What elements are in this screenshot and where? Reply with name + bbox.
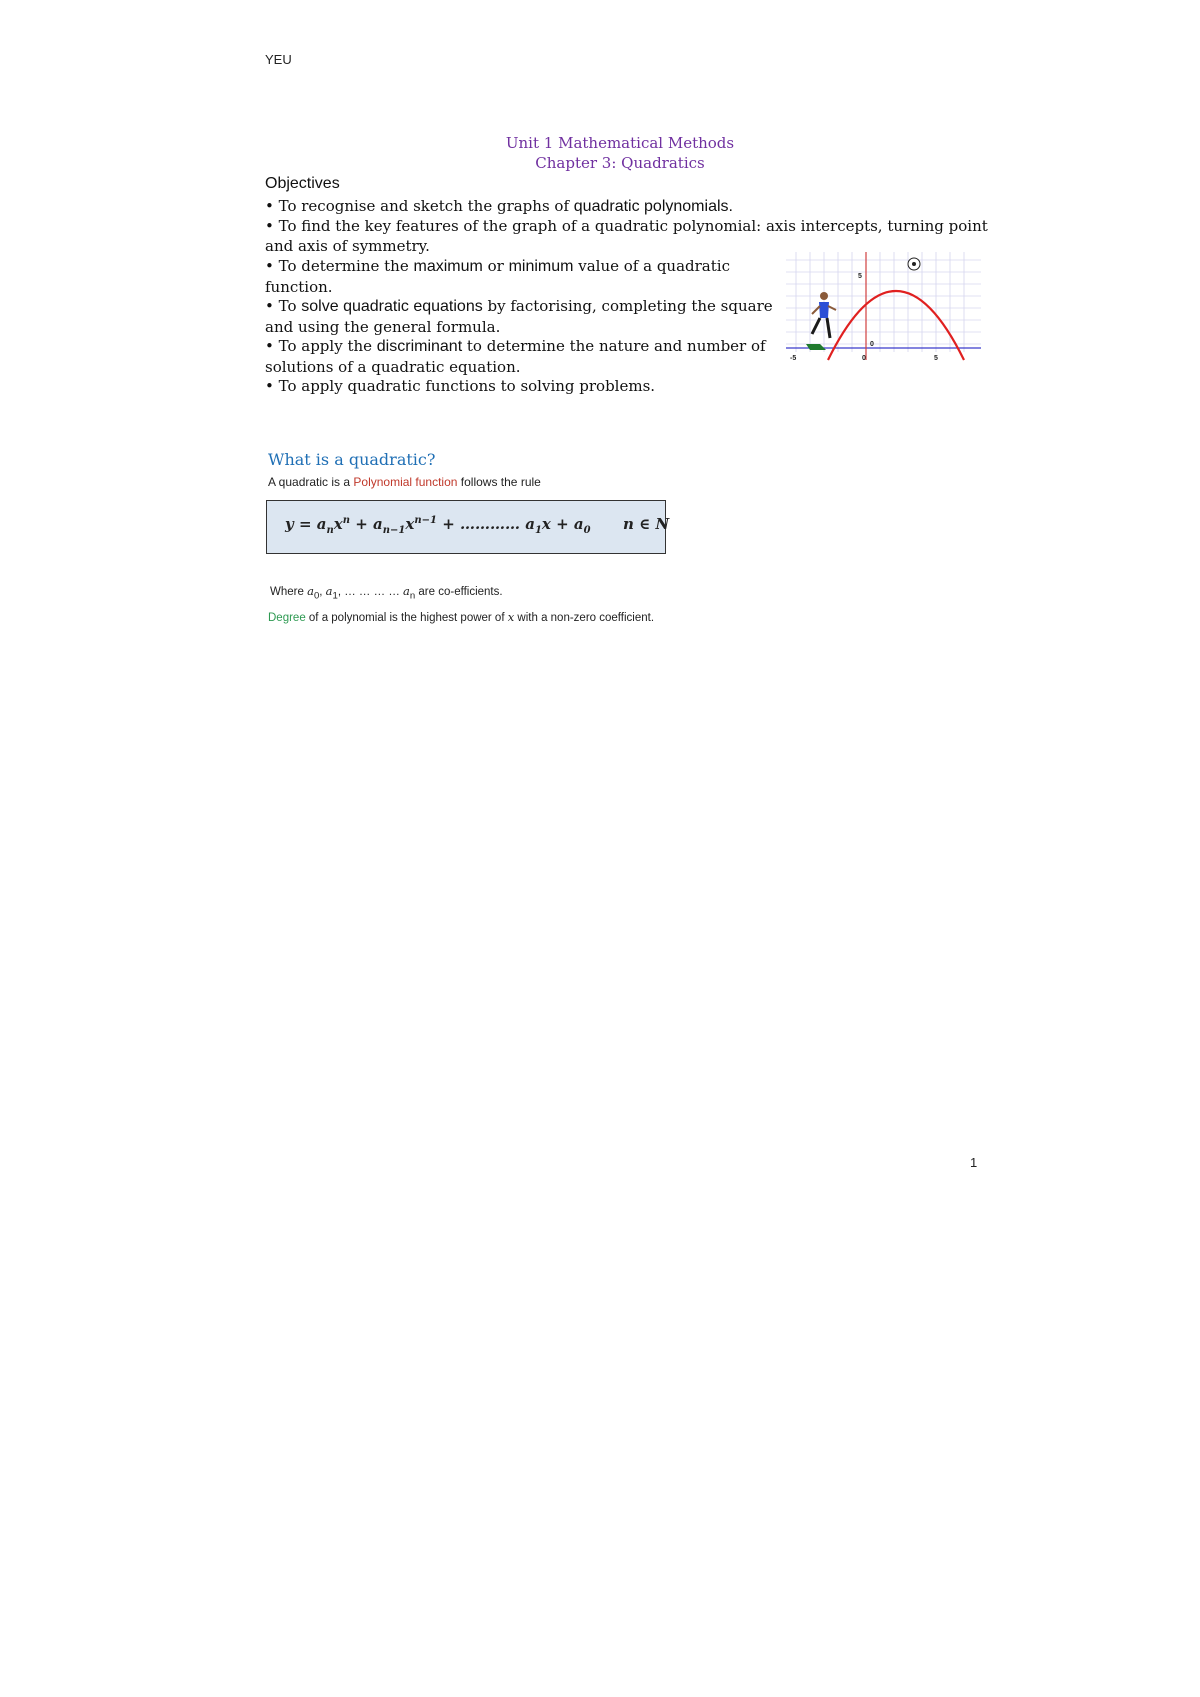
formula-operator: + — [355, 515, 368, 533]
formula-subscript: 1 — [534, 525, 542, 536]
intro-part: follows the rule — [457, 475, 541, 489]
objective-item — [265, 296, 775, 337]
objective-text: • To apply the — [265, 337, 377, 355]
degree-text: of a polynomial is the highest power of — [305, 612, 508, 624]
tick-label-y-5: 5 — [858, 273, 862, 280]
polynomial-function-highlight: Polynomial function — [353, 475, 458, 489]
parabola-curve — [828, 291, 964, 360]
formula-lhs: y = — [285, 515, 312, 533]
formula-subscript: 0 — [583, 525, 591, 536]
objective-text: • To apply quadratic functions to solving problems. — [265, 377, 656, 395]
formula-term: a — [525, 515, 535, 533]
intro-text — [268, 475, 541, 489]
objective-keyword: discriminant — [376, 338, 463, 355]
objective-text: or — [482, 257, 509, 275]
objective-text: to determine the nature and number of solutions of a quadratic equation. — [265, 337, 766, 376]
degree-text: with a non-zero coefficient. — [514, 612, 655, 624]
note-text: are co-efficients. — [415, 586, 503, 598]
objective-item — [265, 336, 775, 377]
note-subscript: 1 — [332, 590, 338, 602]
formula-subscript: n−1 — [382, 525, 406, 536]
formula-term: x + a — [541, 515, 584, 533]
objective-keyword: minimum — [508, 258, 574, 275]
objective-text: • To find the key features of the graph of a quadratic polynomial: axis intercepts, turning point and axis of symmetry. — [265, 217, 988, 255]
formula-term: a — [316, 515, 327, 533]
formula-term: x — [405, 515, 415, 533]
coefficients-note: Where $a_0$, $a_1$, … … … … $a_n$ are co-efficients. — [270, 584, 503, 602]
objective-keyword: quadratic polynomials. — [573, 198, 733, 215]
header-tag: YEU — [265, 52, 292, 67]
parabola-figure — [786, 252, 981, 364]
formula-term: a — [373, 515, 383, 533]
tick-label-x-neg5: -5 — [790, 355, 797, 362]
degree-symbol: x — [507, 610, 515, 624]
footballer-icon — [806, 292, 836, 350]
formula-term: x — [333, 515, 343, 533]
football-icon — [908, 258, 920, 270]
tick-label-x-5: 5 — [934, 355, 938, 362]
objective-keyword: maximum — [413, 258, 483, 275]
section-title: What is a quadratic? — [268, 450, 436, 469]
objective-text: • To recognise and sketch the graphs of — [265, 197, 574, 215]
polynomial-formula-box — [266, 500, 670, 554]
tick-label-x-0: 0 — [862, 355, 866, 362]
objective-item — [265, 196, 1000, 217]
formula-operator: + ………… — [442, 515, 526, 533]
objective-text: • To — [265, 297, 302, 315]
note-text: , … … … … — [337, 586, 404, 598]
degree-definition — [268, 610, 654, 624]
objective-text: • To determine the — [265, 257, 414, 275]
formula-domain: n ∈ N — [623, 515, 670, 533]
note-subscript: 0 — [313, 590, 320, 602]
document-title: Unit 1 Mathematical Methods — [505, 134, 735, 152]
objective-item — [265, 256, 735, 297]
note-symbol: a — [307, 584, 314, 598]
chapter-title: Chapter 3: Quadratics — [535, 154, 705, 172]
objective-keyword: solve quadratic equations — [301, 298, 483, 315]
note-subscript: n — [409, 590, 416, 602]
intro-part: A quadratic is a — [268, 475, 354, 489]
polynomial-formula — [285, 515, 669, 536]
degree-keyword: Degree — [268, 612, 306, 624]
objectives-heading: Objectives — [265, 175, 340, 192]
formula-superscript: n — [342, 515, 350, 526]
page-number: 1 — [970, 1155, 978, 1170]
objective-item — [265, 216, 1000, 256]
note-symbol: a — [403, 584, 410, 598]
objective-text: by factorising, completing the square and using the general formula. — [265, 297, 773, 336]
note-text: Where — [270, 586, 308, 598]
tick-label-y-0: 0 — [870, 341, 874, 348]
note-symbol: a — [325, 584, 333, 598]
formula-superscript: n−1 — [414, 515, 437, 526]
formula-subscript: n — [326, 525, 334, 536]
objective-text: value of a quadratic function. — [265, 257, 730, 296]
objective-item — [265, 376, 1000, 396]
